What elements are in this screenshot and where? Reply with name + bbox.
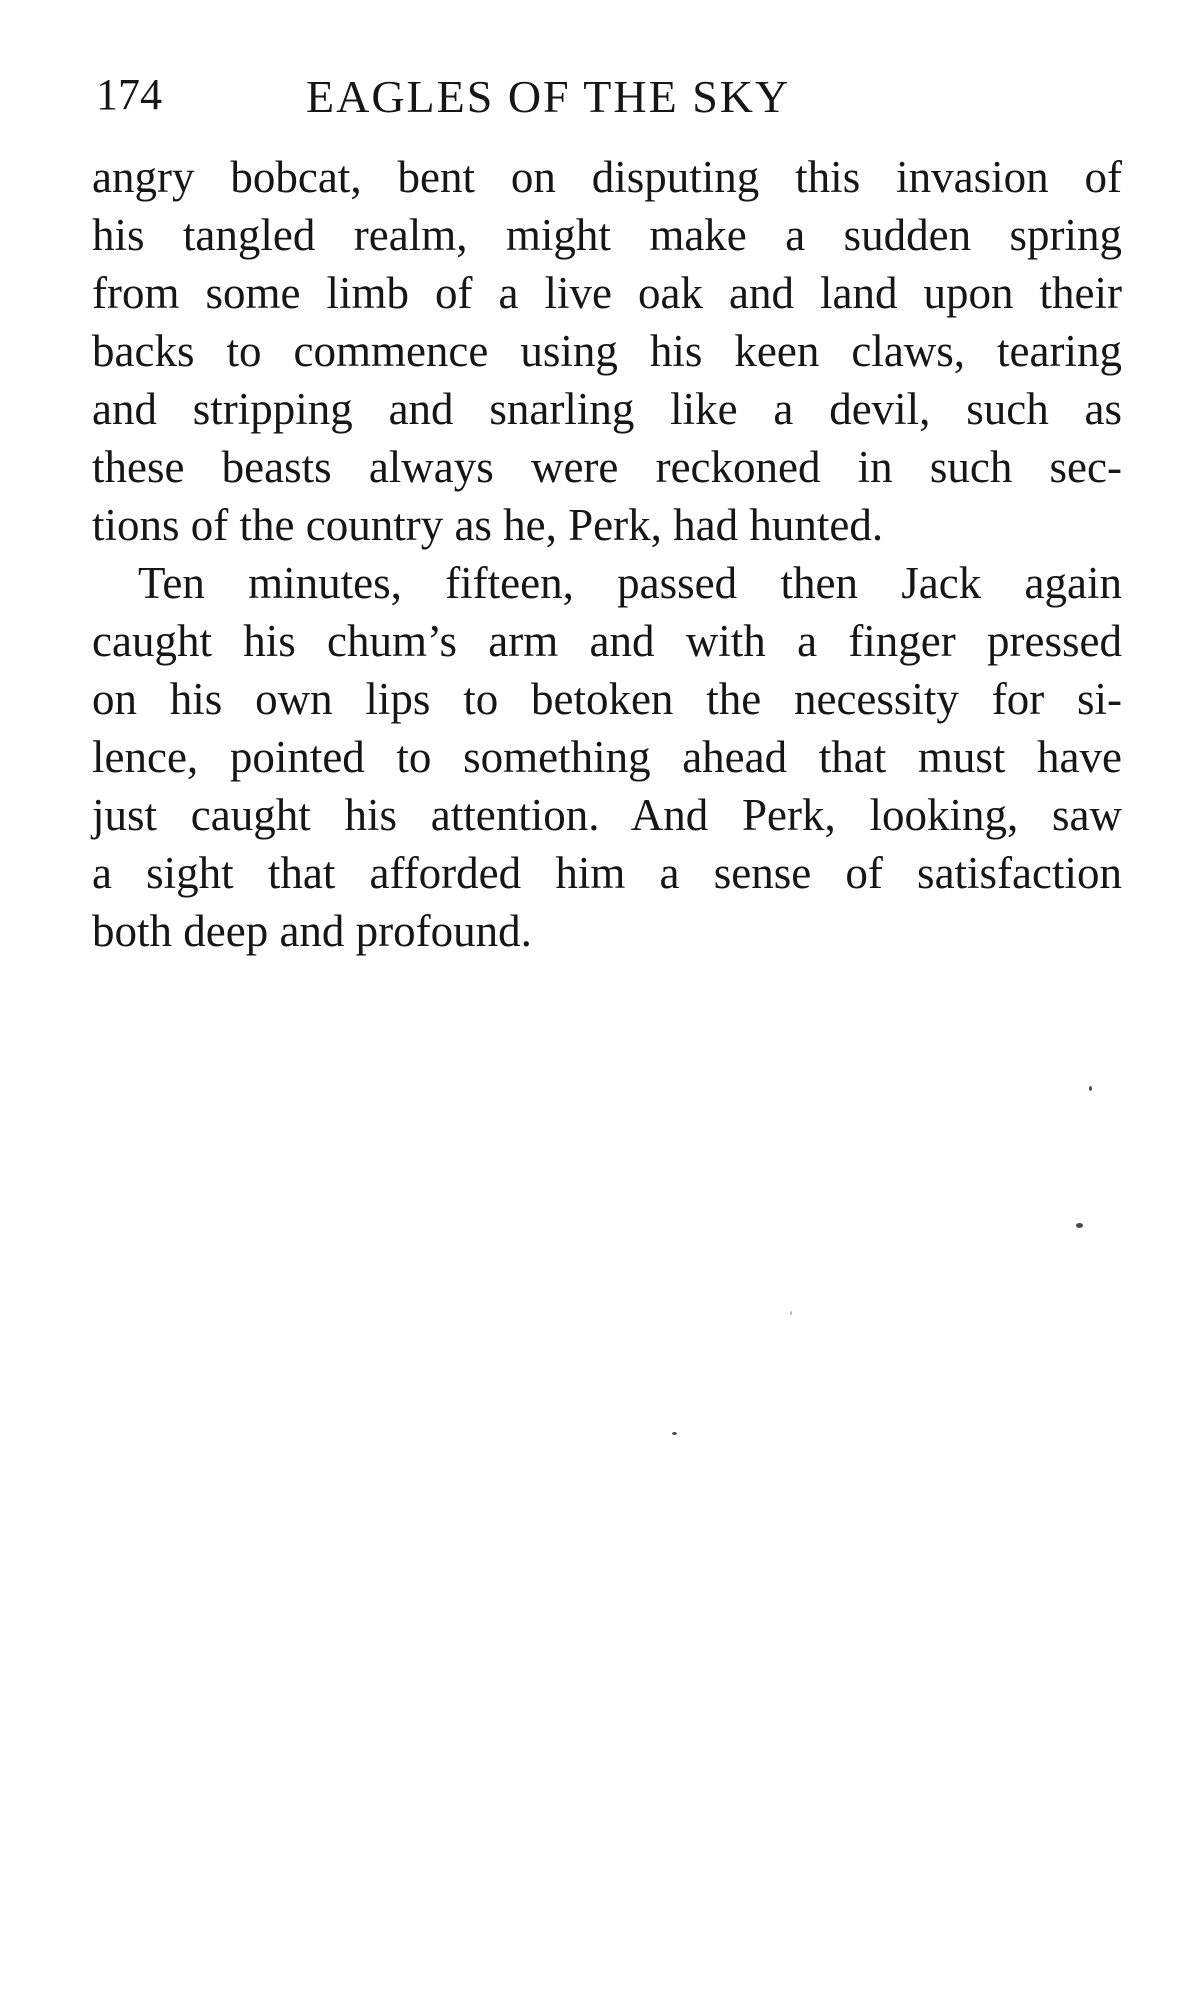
scan-speck (1076, 1223, 1083, 1228)
text-line: both deep and profound. (92, 906, 532, 956)
running-title: EAGLES OF THE SKY (306, 71, 791, 122)
body-text (92, 148, 1122, 960)
paragraph-1 (92, 148, 1122, 554)
text-line: and stripping and snarling like a devil, such as (92, 384, 1122, 434)
running-head (96, 60, 976, 130)
text-line: his tangled realm, might make a sudden spring (92, 210, 1122, 260)
scan-speck (790, 1311, 792, 1315)
paragraph-2 (92, 554, 1122, 960)
text-line: caught his chum’s arm and with a finger pressed (92, 616, 1122, 666)
text-line: Ten minutes, fifteen, passed then Jack again (138, 558, 1122, 608)
text-line: these beasts always were reckoned in such sec- (92, 442, 1122, 492)
text-line: backs to commence using his keen claws, tearing (92, 326, 1122, 376)
text-line: from some limb of a live oak and land upon their (92, 268, 1122, 318)
text-line: angry bobcat, bent on disputing this invasion of (92, 152, 1122, 202)
scan-speck (1089, 1086, 1092, 1091)
text-line: just caught his attention. And Perk, looking, saw (92, 790, 1122, 840)
scan-speck (672, 1432, 677, 1435)
text-line: tions of the country as he, Perk, had hunted. (92, 500, 884, 550)
text-line: lence, pointed to something ahead that must have (92, 732, 1122, 782)
text-line: on his own lips to betoken the necessity for si- (92, 674, 1122, 724)
page-number: 174 (96, 70, 162, 119)
text-line: a sight that afforded him a sense of satisfaction (92, 848, 1122, 898)
